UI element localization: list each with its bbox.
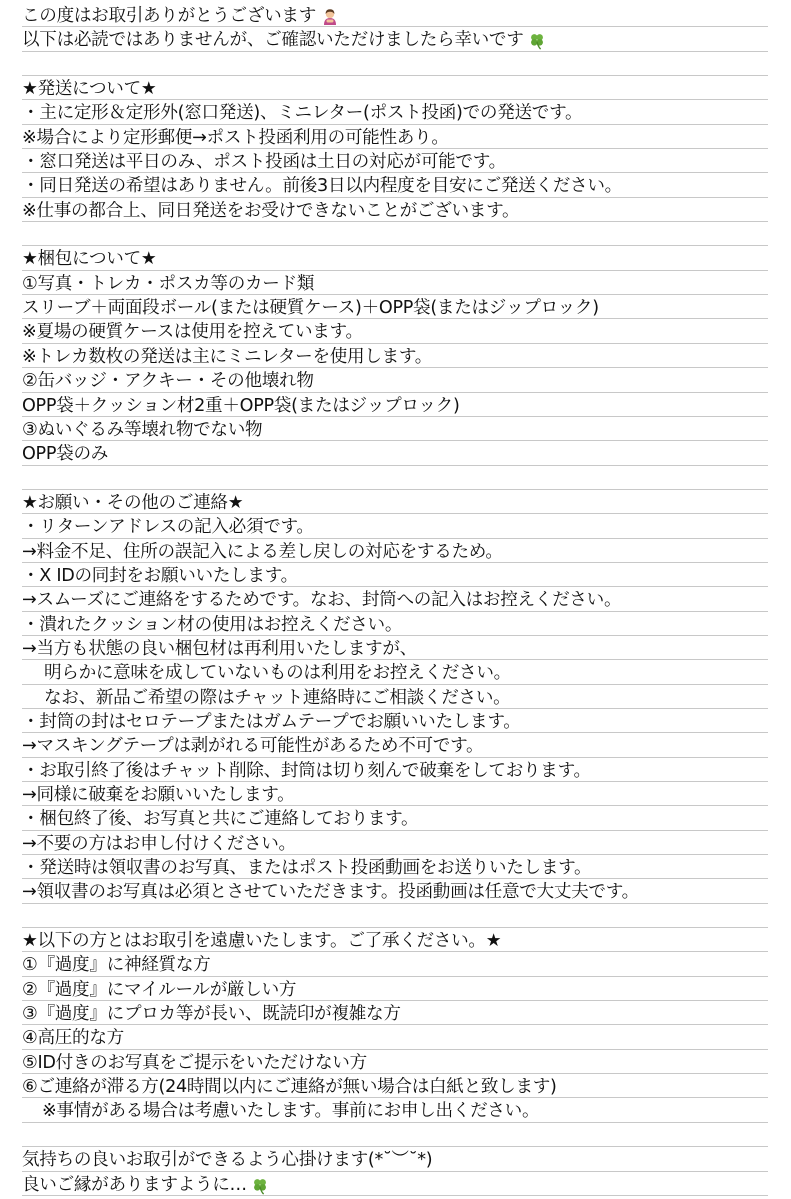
line-text: ③ぬいぐるみ等壊れ物でない物 — [22, 419, 263, 440]
clover-icon — [528, 32, 546, 50]
text-line — [22, 344, 768, 368]
line-text: スリーブ＋両面段ボール(または硬質ケース)＋OPP袋(またはジップロック) — [22, 298, 599, 319]
line-text: この度はお取引ありがとうございます — [22, 6, 316, 26]
text-line — [22, 173, 768, 197]
text-line — [22, 1050, 768, 1074]
text-line — [22, 806, 768, 830]
text-line — [22, 539, 768, 563]
text-line — [22, 125, 768, 149]
line-text: ・発送時は領収書のお写真、またはポスト投函動画をお送りいたします。 — [22, 858, 592, 879]
line-text: ・梱包終了後、お写真と共にご連絡しております。 — [22, 809, 419, 830]
text-line — [22, 1123, 768, 1147]
line-text: 気持ちの良いお取引ができるよう心掛けます(*˘︶˘*) — [22, 1150, 433, 1171]
line-text: ・窓口発送は平日のみ、ポスト投函は土日の対応が可能です。 — [22, 152, 506, 173]
line-text: →不要の方はお申し付けください。 — [22, 833, 296, 854]
line-text: ★お願い・その他のご連絡★ — [22, 492, 244, 513]
line-text: ※トレカ数枚の発送は主にミニレターを使用します。 — [22, 346, 433, 367]
text-line — [22, 149, 768, 173]
text-line — [22, 222, 768, 246]
text-line — [22, 319, 768, 343]
ruled-lines — [22, 3, 768, 1196]
text-line — [22, 393, 768, 417]
text-line — [22, 977, 768, 1001]
line-text: ・潰れたクッション材の使用はお控えください。 — [22, 614, 403, 635]
line-text: ★以下の方とはお取引を遠慮いたします。ご了承ください。★ — [22, 931, 502, 952]
line-text: ※仕事の都合上、同日発送をお受けできないことがございます。 — [22, 200, 520, 221]
line-text: 以下は必読ではありませんが、ご確認いただけましたら幸いです — [22, 30, 524, 51]
text-line — [22, 1147, 768, 1171]
line-text: ⑤ID付きのお写真をご提示をいただけない方 — [22, 1052, 367, 1073]
line-text: →同様に破棄をお願いいたします。 — [22, 785, 295, 805]
line-text: 明らかに意味を成していないものは利用をお控えください。 — [44, 663, 511, 684]
text-line — [22, 636, 768, 660]
line-text: ①『過度』に神経質な方 — [22, 955, 211, 976]
line-text: ・リターンアドレスの記入必須です。 — [22, 517, 314, 538]
text-line — [22, 246, 768, 270]
text-line — [22, 417, 768, 441]
line-text: ③『過度』にプロカ等が長い、既読印が複雑な方 — [22, 1004, 401, 1025]
line-text: ※場合により定形郵便→ポスト投函利用の可能性あり。 — [22, 127, 449, 148]
line-text: ★梱包について★ — [22, 249, 157, 270]
line-text: OPP袋のみ — [22, 444, 109, 465]
text-line — [22, 758, 768, 782]
text-line — [22, 1074, 768, 1098]
line-text: →当方も状態の良い梱包材は再利用いたしますが、 — [22, 638, 417, 659]
text-line — [22, 1025, 768, 1049]
text-line — [22, 587, 768, 611]
text-line — [22, 685, 768, 709]
text-line — [22, 1172, 768, 1196]
text-line — [22, 466, 768, 490]
line-text: ・封筒の封はセロテープまたはガムテープでお願いいたします。 — [22, 711, 521, 732]
line-text: ・同日発送の希望はありません。前後3日以内程度を目安にご発送ください。 — [22, 176, 622, 197]
text-line — [22, 100, 768, 124]
text-line — [22, 490, 768, 514]
clover-icon — [251, 1177, 269, 1195]
line-text: →料金不足、住所の誤記入による差し戻しの対応をするため。 — [22, 541, 503, 562]
line-text: 良いご縁がありますように… — [22, 1174, 247, 1195]
line-text: ・X IDの同封をお願いいたします。 — [22, 565, 298, 586]
text-line — [22, 514, 768, 538]
text-line — [22, 660, 768, 684]
line-text: ★発送について★ — [22, 79, 157, 100]
line-text: →領収書のお写真は必須とさせていただきます。投函動画は任意で大丈夫です。 — [22, 882, 639, 903]
text-line — [22, 3, 768, 27]
text-line — [22, 295, 768, 319]
person-bowing-icon — [320, 7, 340, 27]
text-line — [22, 952, 768, 976]
text-line — [22, 904, 768, 928]
text-line — [22, 782, 768, 806]
text-line — [22, 928, 768, 952]
text-line — [22, 368, 768, 392]
line-text: ②缶バッジ・アクキー・その他壊れ物 — [22, 371, 314, 392]
text-line — [22, 27, 768, 51]
text-line — [22, 52, 768, 76]
line-text: ⑥ご連絡が滞る方(24時間以内にご連絡が無い場合は白紙と致します) — [22, 1077, 557, 1098]
line-text: ①写真・トレカ・ポスカ等のカード類 — [22, 273, 315, 294]
text-line — [22, 76, 768, 100]
line-text: ・主に定形＆定形外(窓口発送)、ミニレター(ポスト投函)での発送です。 — [22, 103, 583, 124]
text-line — [22, 855, 768, 879]
text-line — [22, 563, 768, 587]
line-text: OPP袋＋クッション材2重＋OPP袋(またはジップロック) — [22, 395, 460, 416]
line-text: ④高圧的な方 — [22, 1028, 124, 1049]
text-line — [22, 441, 768, 465]
line-text: ※夏場の硬質ケースは使用を控えています。 — [22, 322, 363, 343]
text-line — [22, 831, 768, 855]
line-text: ②『過度』にマイルールが厳しい方 — [22, 979, 297, 1000]
text-line — [22, 271, 768, 295]
text-line — [22, 879, 768, 903]
line-text: →スムーズにご連絡をするためです。なお、封筒への記入はお控えください。 — [22, 590, 622, 611]
line-text: →マスキングテープは剥がれる可能性があるため不可です。 — [22, 736, 484, 757]
text-line — [22, 733, 768, 757]
line-text: ※事情がある場合は考慮いたします。事前にお申し出ください。 — [42, 1101, 540, 1122]
text-line — [22, 1098, 768, 1122]
line-text: なお、新品ご希望の際はチャット連絡時にご相談ください。 — [44, 687, 511, 708]
text-line — [22, 612, 768, 636]
text-line — [22, 1001, 768, 1025]
text-line — [22, 198, 768, 222]
text-line — [22, 709, 768, 733]
line-text: ・お取引終了後はチャット削除、封筒は切り刻んで破棄をしております。 — [22, 760, 591, 781]
